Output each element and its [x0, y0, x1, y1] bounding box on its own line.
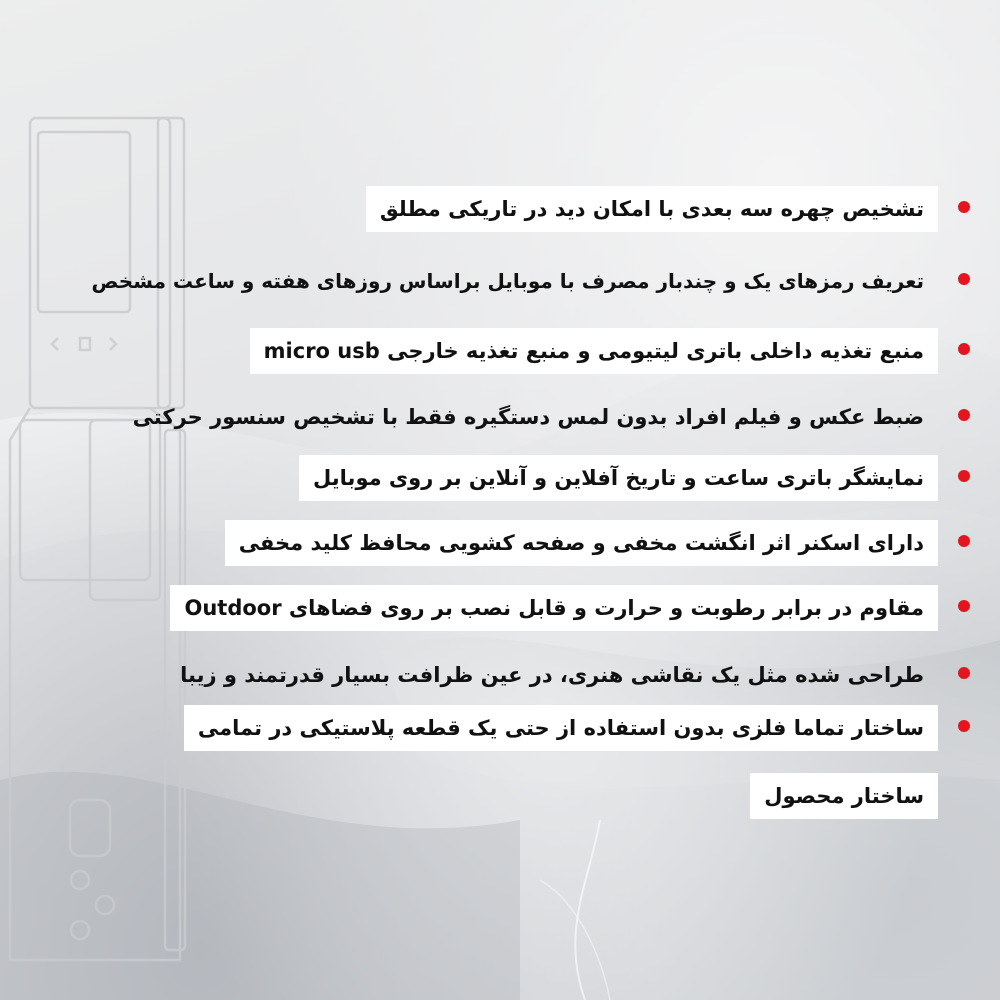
bullet-icon [958, 667, 970, 679]
bullet-icon [958, 470, 970, 482]
bullet-icon [958, 273, 970, 285]
feature-text: مقاوم در برابر رطوبت و حرارت و قابل نصب بر روی فضاهای Outdoor [170, 585, 938, 631]
feature-text: طراحی شده مثل یک نقاشی هنری، در عین ظرافت بسیار قدرتمند و زیبا [180, 663, 924, 687]
feature-text: نمایشگر باتری ساعت و تاریخ آفلاین و آنلاین بر روی موبایل [299, 455, 938, 501]
feature-item [166, 652, 938, 698]
feature-text: منبع تغذیه داخلی باتری لیتیومی و منبع تغذیه خارجی micro usb [250, 328, 938, 374]
feature-text: دارای اسکنر اثر انگشت مخفی و صفحه کشویی محافظ کلید مخفی [225, 520, 938, 566]
bullet-icon [958, 535, 970, 547]
feature-item [184, 705, 938, 819]
feature-text: تشخیص چهره سه بعدی با امکان دید در تاریکی مطلق [366, 186, 938, 232]
feature-text: تعریف رمزهای یک و چندبار مصرف با موبایل براساس روزهای هفته و ساعت مشخص [91, 269, 924, 293]
feature-item [225, 520, 938, 566]
bullet-icon [958, 600, 970, 612]
feature-text: ضبط عکس و فیلم افراد بدون لمس دستگیره فقط با تشخیص سنسور حرکتی [132, 405, 924, 429]
bullet-icon [958, 201, 970, 213]
feature-item [78, 258, 938, 304]
feature-item [119, 394, 938, 440]
feature-item [170, 585, 938, 631]
feature-text: ساختار تماما فلزی بدون استفاده از حتی یک قطعه پلاستیکی در تمامی [184, 705, 938, 751]
feature-text-continuation: ساختار محصول [750, 773, 938, 819]
bullet-icon [958, 409, 970, 421]
feature-item [366, 186, 938, 232]
feature-item [250, 328, 938, 374]
feature-item [299, 455, 938, 501]
bullet-icon [958, 343, 970, 355]
bullet-icon [958, 720, 970, 732]
